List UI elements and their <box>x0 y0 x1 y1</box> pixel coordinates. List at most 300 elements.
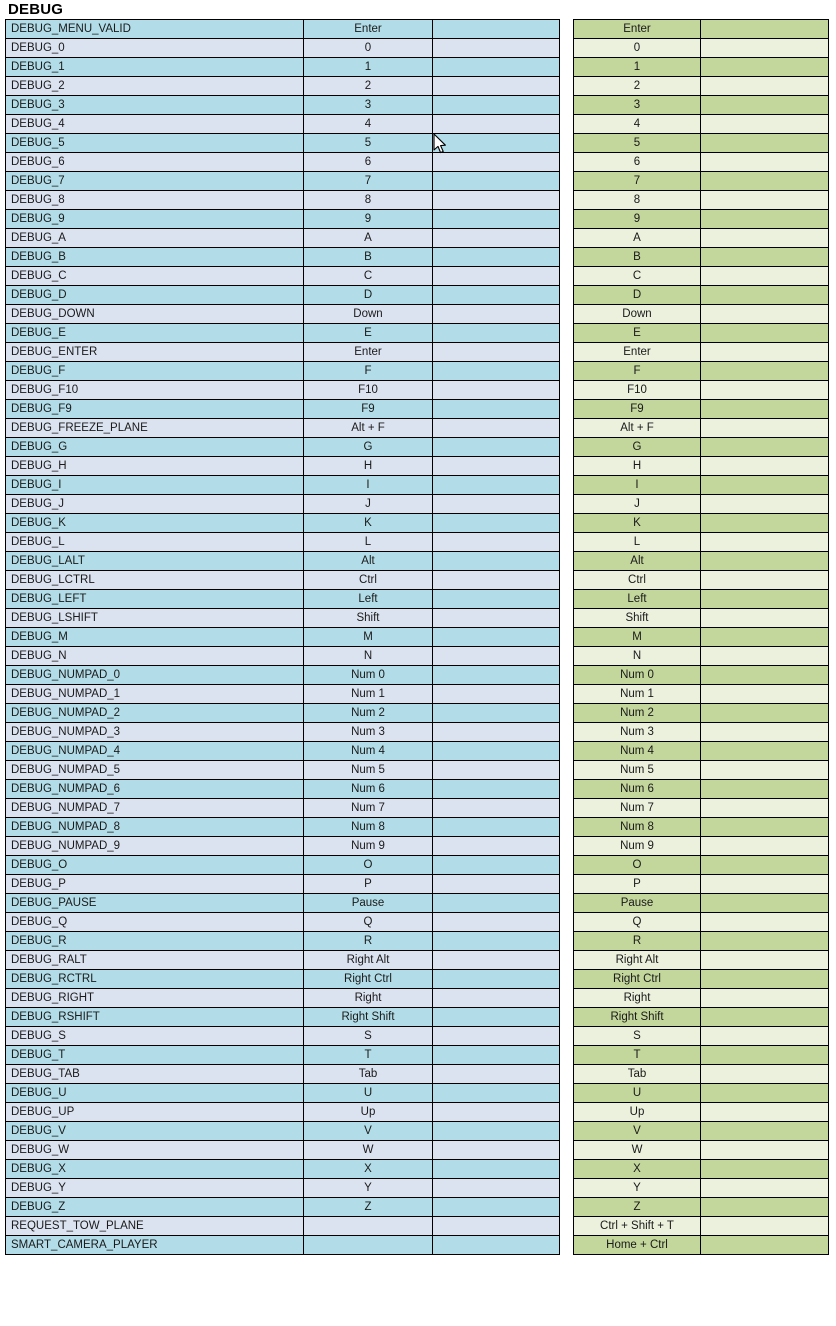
binding-cell <box>304 1217 433 1236</box>
table-row[interactable] <box>6 39 560 58</box>
table-row[interactable] <box>574 419 829 438</box>
table-row[interactable] <box>574 875 829 894</box>
action-name-cell: DEBUG_B <box>6 248 304 267</box>
action-name-cell: DEBUG_RALT <box>6 951 304 970</box>
alternate-binding-cell: Down <box>574 305 701 324</box>
alternate-binding-cell: Ctrl + Shift + T <box>574 1217 701 1236</box>
action-name-cell: DEBUG_3 <box>6 96 304 115</box>
table-row[interactable] <box>6 704 560 723</box>
table-row[interactable] <box>574 210 829 229</box>
table-row[interactable] <box>574 115 829 134</box>
table-row[interactable] <box>574 400 829 419</box>
table-row[interactable] <box>6 476 560 495</box>
binding-spacer-cell <box>433 1236 560 1255</box>
binding-spacer-cell <box>433 571 560 590</box>
action-name-cell: DEBUG_NUMPAD_9 <box>6 837 304 856</box>
action-name-cell: DEBUG_6 <box>6 153 304 172</box>
table-row[interactable] <box>6 533 560 552</box>
action-name-cell: DEBUG_LEFT <box>6 590 304 609</box>
table-row[interactable] <box>6 1160 560 1179</box>
action-name-cell: REQUEST_TOW_PLANE <box>6 1217 304 1236</box>
alternate-binding-cell: O <box>574 856 701 875</box>
table-row[interactable] <box>574 286 829 305</box>
table-row[interactable] <box>6 286 560 305</box>
table-row[interactable] <box>574 1027 829 1046</box>
table-row[interactable] <box>6 1065 560 1084</box>
table-row[interactable] <box>574 58 829 77</box>
binding-cell: Num 5 <box>304 761 433 780</box>
table-row[interactable] <box>6 932 560 951</box>
table-row[interactable] <box>6 495 560 514</box>
alternate-binding-spacer-cell <box>701 894 829 913</box>
table-row[interactable] <box>574 343 829 362</box>
table-row[interactable] <box>574 153 829 172</box>
table-row[interactable] <box>574 780 829 799</box>
alternate-binding-cell: Z <box>574 1198 701 1217</box>
alternate-binding-spacer-cell <box>701 210 829 229</box>
table-row[interactable] <box>574 628 829 647</box>
alternate-binding-spacer-cell <box>701 913 829 932</box>
binding-spacer-cell <box>433 1179 560 1198</box>
binding-cell: Y <box>304 1179 433 1198</box>
table-row[interactable] <box>574 1141 829 1160</box>
table-row[interactable] <box>574 1046 829 1065</box>
alternate-binding-cell: F <box>574 362 701 381</box>
table-row[interactable] <box>574 1122 829 1141</box>
alternate-binding-spacer-cell <box>701 590 829 609</box>
table-row[interactable] <box>574 77 829 96</box>
alternate-binding-cell: Num 5 <box>574 761 701 780</box>
alternate-binding-cell: Tab <box>574 1065 701 1084</box>
alternate-binding-spacer-cell <box>701 970 829 989</box>
alternate-binding-spacer-cell <box>701 666 829 685</box>
alternate-binding-cell: Num 0 <box>574 666 701 685</box>
table-row[interactable] <box>6 1122 560 1141</box>
binding-cell: Enter <box>304 343 433 362</box>
action-name-cell: DEBUG_Y <box>6 1179 304 1198</box>
table-row[interactable] <box>6 780 560 799</box>
table-row[interactable] <box>6 153 560 172</box>
binding-spacer-cell <box>433 438 560 457</box>
table-row[interactable] <box>6 799 560 818</box>
table-row[interactable] <box>574 932 829 951</box>
table-row[interactable] <box>6 970 560 989</box>
table-row[interactable] <box>574 533 829 552</box>
alternate-binding-spacer-cell <box>701 1046 829 1065</box>
binding-cell: Num 7 <box>304 799 433 818</box>
table-row[interactable] <box>574 248 829 267</box>
table-row[interactable] <box>574 191 829 210</box>
binding-cell: O <box>304 856 433 875</box>
table-row[interactable] <box>6 1179 560 1198</box>
table-row[interactable] <box>6 438 560 457</box>
alternate-binding-cell: Num 3 <box>574 723 701 742</box>
binding-spacer-cell <box>433 685 560 704</box>
table-row[interactable] <box>574 39 829 58</box>
table-row[interactable] <box>574 305 829 324</box>
table-row[interactable] <box>6 1236 560 1255</box>
alternate-binding-spacer-cell <box>701 951 829 970</box>
table-row[interactable] <box>574 1103 829 1122</box>
table-row[interactable] <box>6 229 560 248</box>
binding-spacer-cell <box>433 837 560 856</box>
table-row[interactable] <box>6 1141 560 1160</box>
alternate-binding-spacer-cell <box>701 286 829 305</box>
binding-cell: Num 8 <box>304 818 433 837</box>
binding-spacer-cell <box>433 20 560 39</box>
binding-spacer-cell <box>433 153 560 172</box>
table-row[interactable] <box>6 761 560 780</box>
alternate-binding-spacer-cell <box>701 552 829 571</box>
binding-spacer-cell <box>433 875 560 894</box>
alternate-binding-cell: Pause <box>574 894 701 913</box>
action-name-cell: DEBUG_PAUSE <box>6 894 304 913</box>
table-row[interactable] <box>6 571 560 590</box>
binding-spacer-cell <box>433 761 560 780</box>
binding-spacer-cell <box>433 400 560 419</box>
action-name-cell: DEBUG_C <box>6 267 304 286</box>
action-name-cell: DEBUG_D <box>6 286 304 305</box>
table-row[interactable] <box>574 913 829 932</box>
table-row[interactable] <box>6 362 560 381</box>
binding-spacer-cell <box>433 1008 560 1027</box>
action-name-cell: DEBUG_V <box>6 1122 304 1141</box>
table-row[interactable] <box>6 590 560 609</box>
binding-spacer-cell <box>433 1065 560 1084</box>
alternate-binding-cell: F9 <box>574 400 701 419</box>
binding-cell: E <box>304 324 433 343</box>
table-row[interactable] <box>574 685 829 704</box>
table-row[interactable] <box>574 571 829 590</box>
table-row[interactable] <box>6 1027 560 1046</box>
table-row[interactable] <box>6 894 560 913</box>
binding-cell: Right Shift <box>304 1008 433 1027</box>
action-name-cell: DEBUG_U <box>6 1084 304 1103</box>
alternate-binding-spacer-cell <box>701 856 829 875</box>
alternate-binding-spacer-cell <box>701 1198 829 1217</box>
action-name-cell: DEBUG_4 <box>6 115 304 134</box>
table-row[interactable] <box>574 970 829 989</box>
binding-spacer-cell <box>433 970 560 989</box>
table-row[interactable] <box>6 343 560 362</box>
table-row[interactable] <box>6 1103 560 1122</box>
alternate-binding-cell: 2 <box>574 77 701 96</box>
table-row[interactable] <box>6 248 560 267</box>
table-row[interactable] <box>574 704 829 723</box>
action-name-cell: DEBUG_MENU_VALID <box>6 20 304 39</box>
alternate-binding-spacer-cell <box>701 77 829 96</box>
alternate-binding-cell: Shift <box>574 609 701 628</box>
alternate-binding-cell: P <box>574 875 701 894</box>
table-row[interactable] <box>6 1008 560 1027</box>
table-row[interactable] <box>574 761 829 780</box>
binding-spacer-cell <box>433 704 560 723</box>
alternate-binding-spacer-cell <box>701 229 829 248</box>
table-row[interactable] <box>574 989 829 1008</box>
table-row[interactable] <box>574 1008 829 1027</box>
binding-spacer-cell <box>433 39 560 58</box>
binding-spacer-cell <box>433 723 560 742</box>
binding-cell: R <box>304 932 433 951</box>
binding-spacer-cell <box>433 210 560 229</box>
table-row[interactable] <box>574 1217 829 1236</box>
table-row[interactable] <box>6 172 560 191</box>
alternate-binding-cell: 1 <box>574 58 701 77</box>
alternate-binding-cell: Num 1 <box>574 685 701 704</box>
alternate-binding-spacer-cell <box>701 362 829 381</box>
table-row[interactable] <box>574 96 829 115</box>
action-name-cell: DEBUG_RCTRL <box>6 970 304 989</box>
alternate-binding-cell: W <box>574 1141 701 1160</box>
table-row[interactable] <box>574 856 829 875</box>
table-row[interactable] <box>574 1065 829 1084</box>
table-row[interactable] <box>574 267 829 286</box>
table-row[interactable] <box>574 514 829 533</box>
table-row[interactable] <box>574 438 829 457</box>
alternate-binding-cell: Enter <box>574 20 701 39</box>
alternate-binding-spacer-cell <box>701 1217 829 1236</box>
table-row[interactable] <box>6 514 560 533</box>
table-row[interactable] <box>6 723 560 742</box>
table-row[interactable] <box>6 1198 560 1217</box>
alternate-binding-cell: Home + Ctrl <box>574 1236 701 1255</box>
table-row[interactable] <box>6 647 560 666</box>
table-row[interactable] <box>574 495 829 514</box>
alternate-binding-spacer-cell <box>701 457 829 476</box>
action-name-cell: DEBUG_NUMPAD_4 <box>6 742 304 761</box>
binding-cell: L <box>304 533 433 552</box>
alternate-binding-cell: 7 <box>574 172 701 191</box>
table-row[interactable] <box>574 1084 829 1103</box>
alternate-binding-cell: Up <box>574 1103 701 1122</box>
table-row[interactable] <box>574 894 829 913</box>
alternate-binding-spacer-cell <box>701 381 829 400</box>
alternate-binding-spacer-cell <box>701 1160 829 1179</box>
alternate-binding-cell: Alt + F <box>574 419 701 438</box>
alternate-binding-spacer-cell <box>701 875 829 894</box>
table-row[interactable] <box>574 229 829 248</box>
action-name-cell: DEBUG_F <box>6 362 304 381</box>
binding-spacer-cell <box>433 324 560 343</box>
table-row[interactable] <box>6 267 560 286</box>
alternate-binding-spacer-cell <box>701 837 829 856</box>
alternate-binding-spacer-cell <box>701 571 829 590</box>
table-row[interactable] <box>6 419 560 438</box>
action-name-cell: DEBUG_A <box>6 229 304 248</box>
table-row[interactable] <box>6 837 560 856</box>
table-row[interactable] <box>574 837 829 856</box>
binding-spacer-cell <box>433 172 560 191</box>
table-row[interactable] <box>6 400 560 419</box>
alternate-binding-spacer-cell <box>701 799 829 818</box>
table-row[interactable] <box>574 381 829 400</box>
table-row[interactable] <box>6 457 560 476</box>
table-row[interactable] <box>574 1179 829 1198</box>
alternate-binding-spacer-cell <box>701 134 829 153</box>
binding-cell: Num 2 <box>304 704 433 723</box>
binding-cell: G <box>304 438 433 457</box>
table-row[interactable] <box>6 305 560 324</box>
binding-spacer-cell <box>433 343 560 362</box>
table-row[interactable] <box>6 381 560 400</box>
table-row[interactable] <box>6 951 560 970</box>
action-name-cell: DEBUG_NUMPAD_5 <box>6 761 304 780</box>
alternate-binding-cell: T <box>574 1046 701 1065</box>
alternate-binding-cell: 8 <box>574 191 701 210</box>
table-row[interactable] <box>6 210 560 229</box>
action-name-cell: SMART_CAMERA_PLAYER <box>6 1236 304 1255</box>
table-row[interactable] <box>6 875 560 894</box>
table-row[interactable] <box>574 951 829 970</box>
table-row[interactable] <box>6 1046 560 1065</box>
binding-spacer-cell <box>433 913 560 932</box>
table-row[interactable] <box>574 324 829 343</box>
alternate-binding-cell: U <box>574 1084 701 1103</box>
alternate-binding-spacer-cell <box>701 1027 829 1046</box>
alternate-binding-cell: Y <box>574 1179 701 1198</box>
binding-cell: T <box>304 1046 433 1065</box>
binding-spacer-cell <box>433 951 560 970</box>
action-name-cell: DEBUG_NUMPAD_1 <box>6 685 304 704</box>
action-name-cell: DEBUG_NUMPAD_2 <box>6 704 304 723</box>
table-row[interactable] <box>6 58 560 77</box>
binding-spacer-cell <box>433 229 560 248</box>
table-row[interactable] <box>6 913 560 932</box>
table-row[interactable] <box>574 723 829 742</box>
table-row[interactable] <box>574 609 829 628</box>
binding-cell: B <box>304 248 433 267</box>
alternate-binding-cell: Enter <box>574 343 701 362</box>
table-row[interactable] <box>6 191 560 210</box>
table-row[interactable] <box>6 134 560 153</box>
table-row[interactable] <box>574 666 829 685</box>
table-row[interactable] <box>6 20 560 39</box>
page-title: DEBUG <box>8 1 64 18</box>
alternate-binding-spacer-cell <box>701 58 829 77</box>
table-row[interactable] <box>574 20 829 39</box>
alternate-binding-spacer-cell <box>701 324 829 343</box>
binding-spacer-cell <box>433 1046 560 1065</box>
table-row[interactable] <box>6 856 560 875</box>
binding-spacer-cell <box>433 77 560 96</box>
binding-cell: F10 <box>304 381 433 400</box>
binding-cell: 2 <box>304 77 433 96</box>
table-row[interactable] <box>6 609 560 628</box>
action-name-cell: DEBUG_L <box>6 533 304 552</box>
binding-cell: S <box>304 1027 433 1046</box>
action-name-cell: DEBUG_T <box>6 1046 304 1065</box>
binding-cell: 7 <box>304 172 433 191</box>
action-name-cell: DEBUG_Q <box>6 913 304 932</box>
binding-spacer-cell <box>433 495 560 514</box>
table-row[interactable] <box>574 818 829 837</box>
alternate-binding-spacer-cell <box>701 1084 829 1103</box>
alternate-binding-spacer-cell <box>701 419 829 438</box>
binding-cell: J <box>304 495 433 514</box>
alternate-binding-spacer-cell <box>701 267 829 286</box>
table-row[interactable] <box>574 647 829 666</box>
alternate-binding-cell: Left <box>574 590 701 609</box>
action-name-cell: DEBUG_F9 <box>6 400 304 419</box>
alternate-binding-spacer-cell <box>701 172 829 191</box>
alternate-binding-spacer-cell <box>701 514 829 533</box>
alternate-binding-cell: J <box>574 495 701 514</box>
action-name-cell: DEBUG_0 <box>6 39 304 58</box>
table-row[interactable] <box>574 362 829 381</box>
binding-spacer-cell <box>433 58 560 77</box>
action-name-cell: DEBUG_NUMPAD_0 <box>6 666 304 685</box>
alternate-binding-cell: L <box>574 533 701 552</box>
alternate-binding-cell: Num 9 <box>574 837 701 856</box>
alternate-binding-spacer-cell <box>701 685 829 704</box>
alternate-binding-cell: Num 4 <box>574 742 701 761</box>
action-name-cell: DEBUG_N <box>6 647 304 666</box>
table-row[interactable] <box>574 552 829 571</box>
table-row[interactable] <box>6 77 560 96</box>
table-row[interactable] <box>574 742 829 761</box>
binding-cell: Enter <box>304 20 433 39</box>
table-row[interactable] <box>6 685 560 704</box>
alternate-binding-cell: S <box>574 1027 701 1046</box>
binding-cell: Num 3 <box>304 723 433 742</box>
action-name-cell: DEBUG_NUMPAD_7 <box>6 799 304 818</box>
table-row[interactable] <box>574 172 829 191</box>
binding-cell: Num 1 <box>304 685 433 704</box>
table-row[interactable] <box>574 1160 829 1179</box>
binding-cell: M <box>304 628 433 647</box>
action-name-cell: DEBUG_ENTER <box>6 343 304 362</box>
table-row[interactable] <box>574 1236 829 1255</box>
alternate-binding-cell: Ctrl <box>574 571 701 590</box>
action-name-cell: DEBUG_7 <box>6 172 304 191</box>
alternate-binding-cell: H <box>574 457 701 476</box>
action-name-cell: DEBUG_R <box>6 932 304 951</box>
table-row[interactable] <box>6 115 560 134</box>
action-name-cell: DEBUG_P <box>6 875 304 894</box>
table-row[interactable] <box>6 324 560 343</box>
binding-cell: Alt + F <box>304 419 433 438</box>
binding-cell: H <box>304 457 433 476</box>
alternate-binding-spacer-cell <box>701 343 829 362</box>
table-row[interactable] <box>574 457 829 476</box>
alternate-binding-cell: B <box>574 248 701 267</box>
table-row[interactable] <box>574 1198 829 1217</box>
binding-cell: Left <box>304 590 433 609</box>
binding-cell: Ctrl <box>304 571 433 590</box>
table-row[interactable] <box>6 666 560 685</box>
alternate-binding-cell: N <box>574 647 701 666</box>
table-row[interactable] <box>6 742 560 761</box>
table-row[interactable] <box>574 134 829 153</box>
alternate-binding-cell: Num 7 <box>574 799 701 818</box>
binding-cell: I <box>304 476 433 495</box>
alternate-binding-spacer-cell <box>701 533 829 552</box>
table-row[interactable] <box>6 818 560 837</box>
table-row[interactable] <box>6 1084 560 1103</box>
table-row[interactable] <box>6 1217 560 1236</box>
binding-spacer-cell <box>433 1084 560 1103</box>
table-row[interactable] <box>6 989 560 1008</box>
table-row[interactable] <box>574 476 829 495</box>
table-row[interactable] <box>574 590 829 609</box>
table-row[interactable] <box>6 96 560 115</box>
action-name-cell: DEBUG_LSHIFT <box>6 609 304 628</box>
alternate-binding-spacer-cell <box>701 780 829 799</box>
table-row[interactable] <box>6 628 560 647</box>
action-name-cell: DEBUG_O <box>6 856 304 875</box>
table-row[interactable] <box>6 552 560 571</box>
table-row[interactable] <box>574 799 829 818</box>
